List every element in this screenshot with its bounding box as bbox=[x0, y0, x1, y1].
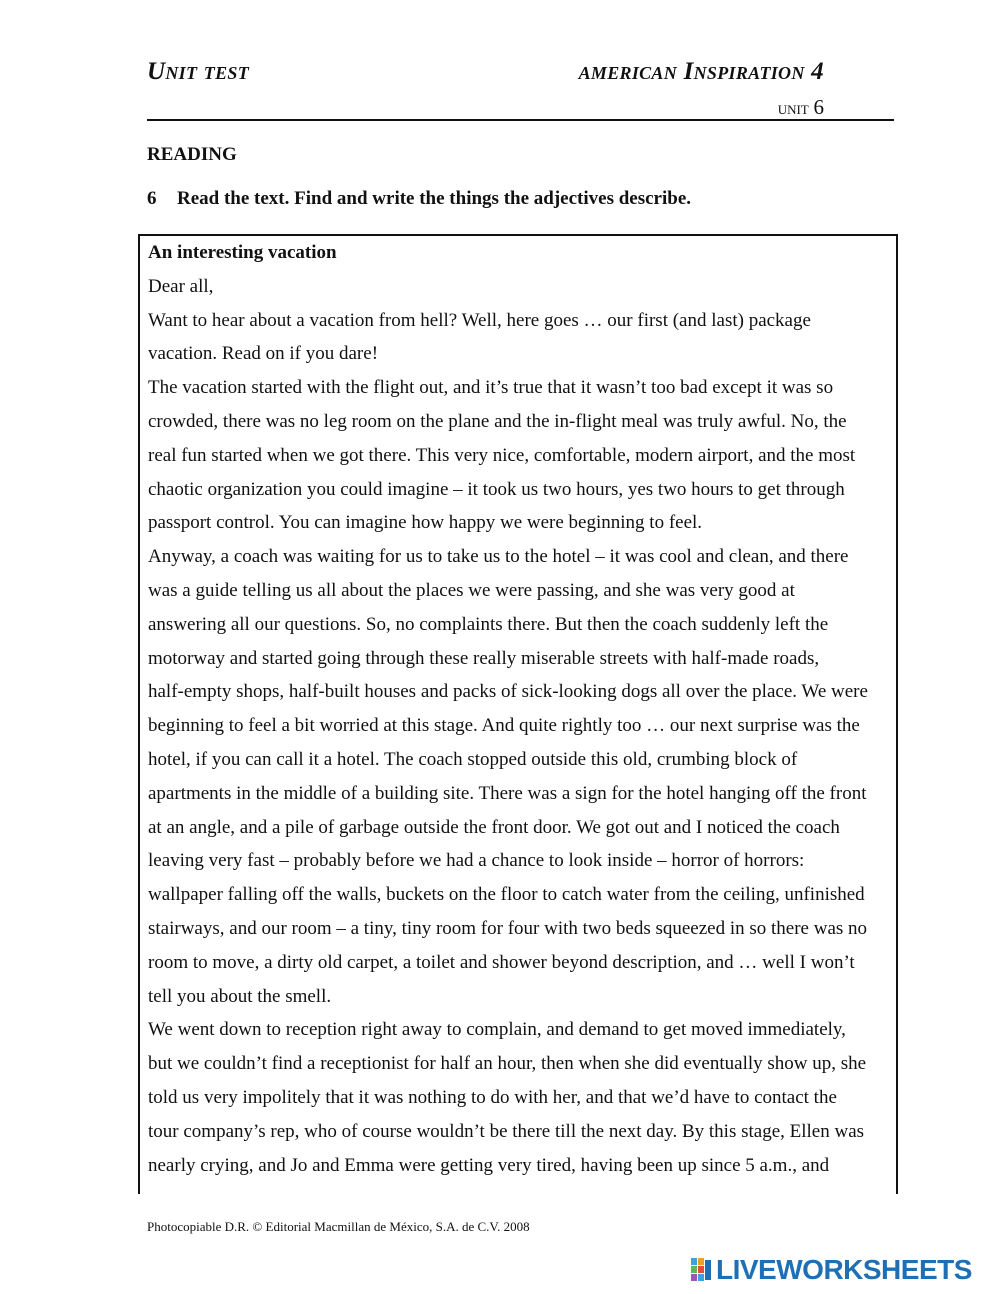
unit-test-label: Unit test bbox=[147, 58, 250, 85]
text-line: half-empty shops, half-built houses and packs of sick-looking dogs all over the place. We were bbox=[148, 681, 868, 703]
text-line: leaving very fast – probably before we had a chance to look inside – horror of horrors: bbox=[148, 850, 805, 872]
text-line: real fun started when we got there. This very nice, comfortable, modern airport, and the most bbox=[148, 444, 856, 466]
text-line: was a guide telling us all about the places we were passing, and she was very good at bbox=[148, 579, 795, 601]
text-line: Anyway, a coach was waiting for us to take us to the hotel – it was cool and clean, and there bbox=[148, 546, 849, 568]
text-line: vacation. Read on if you dare! bbox=[148, 343, 379, 365]
text-line: answering all our questions. So, no complaints there. But then the coach suddenly left the bbox=[148, 613, 829, 635]
text-line: tour company’s rep, who of course wouldn’t be there till the next day. By this stage, Ellen was bbox=[148, 1120, 865, 1142]
text-line: crowded, there was no leg room on the plane and the in-flight meal was truly awful. No, the bbox=[148, 410, 847, 432]
text-line: We went down to reception right away to complain, and demand to get moved immediately, bbox=[148, 1019, 846, 1041]
text-line: passport control. You can imagine how happy we were beginning to feel. bbox=[148, 512, 703, 534]
text-line: stairways, and our room – a tiny, tiny room for four with two beds squeezed in so there was no bbox=[148, 917, 868, 939]
text-line: chaotic organization you could imagine – it took us two hours, yes two hours to get through bbox=[148, 478, 845, 500]
section-title: READING bbox=[147, 144, 237, 165]
reading-text-box bbox=[138, 234, 898, 1194]
text-line: but we couldn’t find a receptionist for half an hour, then when she did eventually show up, she bbox=[148, 1053, 867, 1075]
book-title: american Inspiration 4 bbox=[578, 58, 824, 85]
text-line: Dear all, bbox=[148, 275, 214, 297]
unit-indicator bbox=[778, 95, 824, 120]
text-title: An interesting vacation bbox=[148, 242, 337, 263]
text-line: The vacation started with the flight out, and it’s true that it wasn’t too bad except it was so bbox=[148, 377, 834, 399]
header-divider bbox=[147, 119, 894, 121]
brand-name: LIVEWORKSHEETS bbox=[716, 1254, 972, 1285]
text-line: nearly crying, and Jo and Emma were getting very tired, having been up since 5 a.m., and bbox=[148, 1154, 830, 1176]
text-line: beginning to feel a bit worried at this stage. And quite rightly too … our next surprise was the bbox=[148, 715, 860, 737]
text-line: told us very impolitely that it was nothing to do with her, and that we’d have to contact the bbox=[148, 1086, 837, 1108]
liveworksheets-logo[interactable] bbox=[691, 1254, 972, 1286]
text-line: apartments in the middle of a building site. There was a sign for the hotel hanging off the front bbox=[148, 782, 867, 804]
text-line: motorway and started going through these really miserable streets with half-made roads, bbox=[148, 647, 820, 669]
text-line: wallpaper falling off the walls, buckets on the floor to catch water from the ceiling, unfinished bbox=[148, 884, 865, 906]
exercise-instruction bbox=[147, 188, 691, 210]
text-line: at an angle, and a pile of garbage outside the front door. We got out and I noticed the coach bbox=[148, 816, 840, 838]
unit-number: 6 bbox=[813, 95, 824, 119]
instruction-text: Read the text. Find and write the things the adjectives describe. bbox=[177, 188, 692, 209]
text-line: Want to hear about a vacation from hell? Well, here goes … our first (and last) package bbox=[148, 309, 811, 331]
unit-label: unit bbox=[777, 98, 809, 119]
copyright-footer: Photocopiable D.R. © Editorial Macmillan de México, S.A. de C.V. 2008 bbox=[147, 1219, 530, 1234]
text-line: hotel, if you can call it a hotel. The coach stopped outside this old, crumbing block of bbox=[148, 748, 798, 770]
text-line: tell you about the smell. bbox=[148, 985, 332, 1007]
exercise-number: 6 bbox=[147, 188, 157, 209]
liveworksheets-icon bbox=[691, 1258, 713, 1282]
text-line: room to move, a dirty old carpet, a toilet and shower beyond description, and … well I won’t bbox=[148, 951, 855, 973]
